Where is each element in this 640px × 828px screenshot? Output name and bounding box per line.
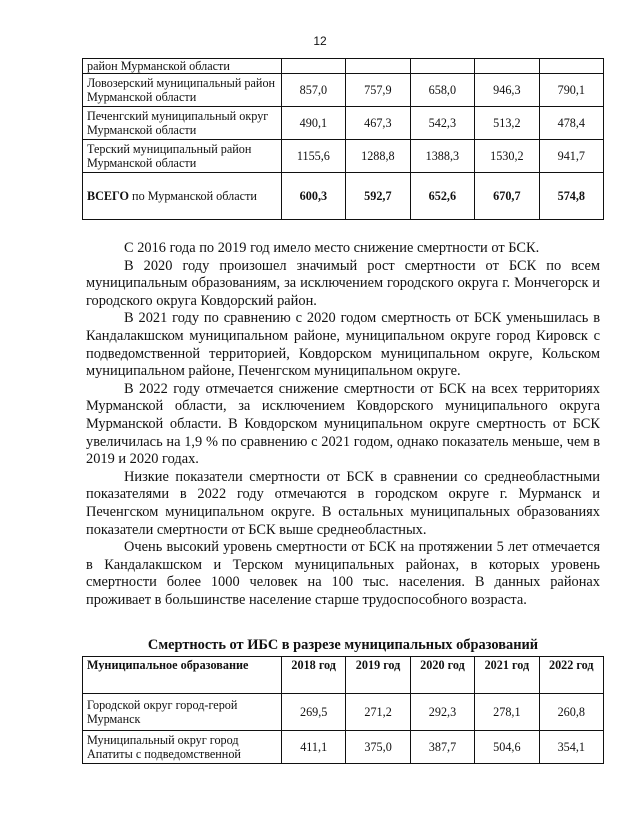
- value-2018: 1155,6: [281, 140, 345, 173]
- value-2018: [281, 59, 345, 74]
- value-2020: 658,0: [410, 74, 475, 107]
- municipality-name: Печенгский муниципальный округ Мурманской области: [83, 107, 282, 140]
- paragraph: В 2020 году произошел значимый рост смертности от БСК по всем муниципальным образованиям, за исключением городского округа г. Мончегорск и городского округа Ковдорский район.: [86, 257, 600, 309]
- total-2018: 600,3: [281, 173, 345, 220]
- value-2019: 271,2: [346, 694, 410, 731]
- ihd-mortality-table: [82, 656, 604, 764]
- table-row: [83, 731, 604, 764]
- value-2021: 504,6: [475, 731, 539, 764]
- table-row: [83, 74, 604, 107]
- value-2018: 490,1: [281, 107, 345, 140]
- paragraph: Низкие показатели смертности от БСК в сравнении со среднеобластными показателями в 2022 году отмечаются в городском округе г. Мурманск и Печенгском муниципальном округе. В остальных муниципальных образованиях показатели смертности от БСК выше среднеобластных.: [86, 468, 600, 538]
- municipality-name: Городской округ город-герой Мурманск: [83, 694, 282, 731]
- value-2020: 542,3: [410, 107, 475, 140]
- total-label: [83, 173, 282, 220]
- value-2019: 467,3: [346, 107, 411, 140]
- value-2018: 269,5: [281, 694, 345, 731]
- municipality-name: Муниципальный округ город Апатиты с подведомственной: [83, 731, 282, 764]
- column-header-2022: 2022 год: [539, 657, 603, 694]
- table-row: [83, 140, 604, 173]
- column-header-municipality: Муниципальное образование: [83, 657, 282, 694]
- value-2022: [539, 59, 603, 74]
- value-2019: 757,9: [346, 74, 411, 107]
- value-2022: 790,1: [539, 74, 603, 107]
- paragraph: С 2016 года по 2019 год имело место снижение смертности от БСК.: [124, 240, 540, 256]
- value-2022: 354,1: [539, 731, 603, 764]
- value-2019: 1288,8: [346, 140, 411, 173]
- value-2019: 375,0: [346, 731, 410, 764]
- table-row: [83, 694, 604, 731]
- municipality-name: Терский муниципальный район Мурманской области: [83, 140, 282, 173]
- value-2018: 857,0: [281, 74, 345, 107]
- value-2021: 1530,2: [475, 140, 540, 173]
- value-2021: 513,2: [475, 107, 540, 140]
- value-2020: 292,3: [410, 694, 474, 731]
- paragraph: Очень высокий уровень смертности от БСК на протяжении 5 лет отмечается в Кандалакшском и Терском муниципальных районах, в которых уровень смертности более 1000 человек на 100 тыс. населения. В данных районах проживает в большинстве население старше трудоспособного возраста.: [86, 539, 600, 608]
- table-total-row: [83, 173, 604, 220]
- municipality-name: район Мурманской области: [83, 59, 282, 74]
- value-2020: 387,7: [410, 731, 474, 764]
- municipality-name: Ловозерский муниципальный район Мурманской области: [83, 74, 282, 107]
- paragraph: В 2021 году по сравнению с 2020 годом смертность от БСК уменьшилась в Кандалакшском муниципальном районе, муниципальном округе город Кировск с подведомственной территорией, Ковдорском муниципальном округе, Кольском муниципальном районе, Печенгском муниципальном округе.: [86, 310, 600, 380]
- column-header-2021: 2021 год: [475, 657, 539, 694]
- total-2022: 574,8: [539, 173, 603, 220]
- value-2022: 941,7: [539, 140, 603, 173]
- total-2021: 670,7: [475, 173, 540, 220]
- mortality-table-continued: [82, 58, 604, 220]
- total-label-bold: ВСЕГО: [87, 189, 129, 203]
- table-title: Смертность от ИБС в разрезе муниципальных образований: [147, 637, 539, 653]
- body-text: [86, 240, 600, 609]
- value-2021: 278,1: [475, 694, 539, 731]
- column-header-2019: 2019 год: [346, 657, 410, 694]
- value-2020: 1388,3: [410, 140, 475, 173]
- paragraph: В 2022 году отмечается снижение смертности от БСК на всех территориях Мурманской области, за исключением Ковдорского муниципального округа Мурманской области. В Ковдорском муниципальном округе смертность от БСК увеличилась на 1,9 % по сравнению с 2021 годом, однако показатель меньше, чем в 2019 и 2020 годах.: [86, 380, 600, 468]
- value-2021: [475, 59, 540, 74]
- value-2021: 946,3: [475, 74, 540, 107]
- table-header-row: [83, 657, 604, 694]
- value-2018: 411,1: [281, 731, 345, 764]
- value-2020: [410, 59, 475, 74]
- value-2019: [346, 59, 411, 74]
- total-label-rest: по Мурманской области: [129, 189, 257, 203]
- page-number: 12: [313, 34, 327, 48]
- value-2022: 260,8: [539, 694, 603, 731]
- total-2020: 652,6: [410, 173, 475, 220]
- table-row: [83, 59, 604, 74]
- table-row: [83, 107, 604, 140]
- total-2019: 592,7: [346, 173, 411, 220]
- column-header-2020: 2020 год: [410, 657, 474, 694]
- value-2022: 478,4: [539, 107, 603, 140]
- column-header-2018: 2018 год: [281, 657, 345, 694]
